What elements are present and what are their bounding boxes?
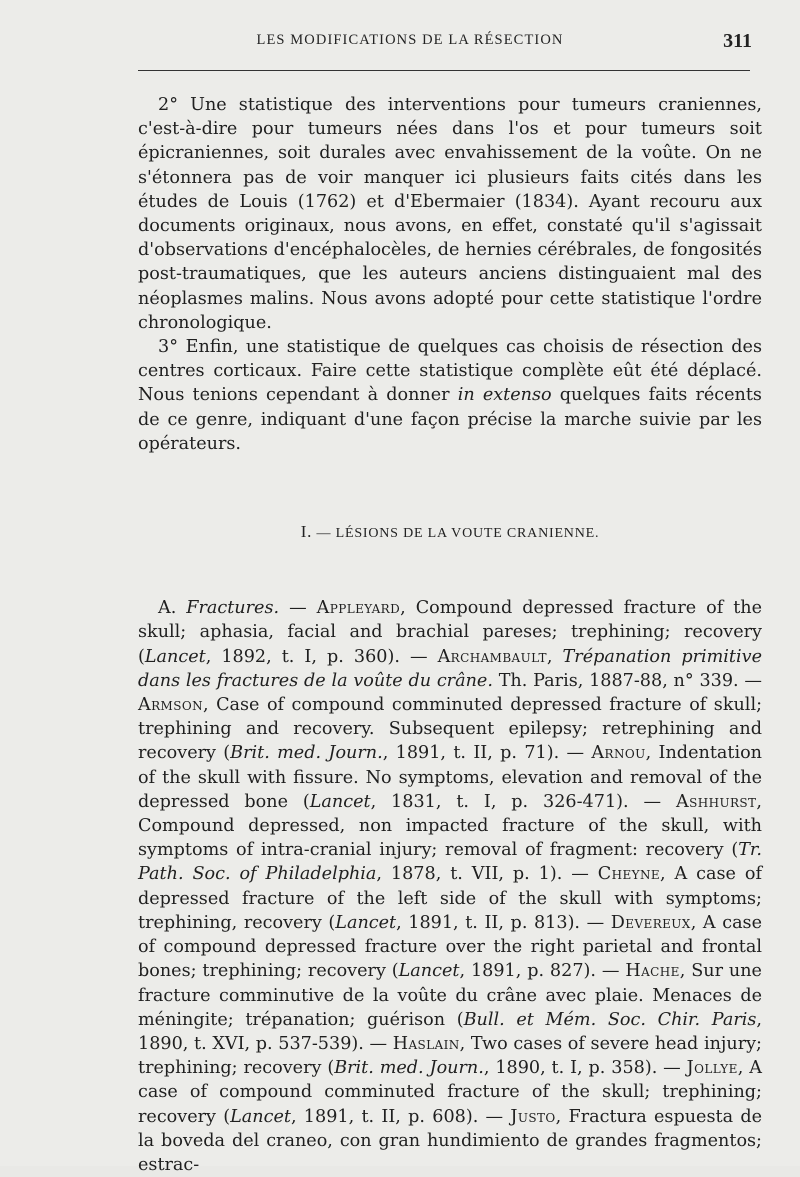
bib-author-haslain: Haslain	[392, 1033, 460, 1054]
bib-journal: Brit. med. Journ.	[230, 743, 383, 764]
paragraph-3-italic: in extenso	[457, 385, 552, 406]
bib-text: , Two cases of severe head injury; trephining; recovery (	[138, 1033, 762, 1079]
bibliography-paragraph	[138, 596, 762, 1177]
bib-author-hache: Hache	[625, 961, 680, 982]
bib-author-devereux: Devereux	[610, 912, 691, 933]
bib-journal: Bull. et Mém. Soc. Chir. Paris	[463, 1009, 757, 1030]
bib-text: , Compound depressed, non impacted fracture of the skull, with symptoms of intra-cranial injury; removal of fragment: recovery (	[138, 791, 763, 861]
section-title	[138, 520, 762, 546]
section-heading: LÉSIONS DE LA VOUTE CRANIENNE.	[335, 526, 600, 542]
bib-author-cheyne: Cheyne	[597, 864, 661, 885]
bib-author-armson: Armson	[138, 695, 203, 716]
bib-text: ,	[546, 646, 563, 667]
bib-text: , Sur une fracture comminutive de la voûte du crâne avec plaie. Menaces de méningite; trépanation; guérison (	[138, 961, 762, 1030]
bib-text: , Indentation of the skull with fissure. No symptoms, elevation and removal of the depressed bone (	[138, 743, 762, 812]
bib-text: , 1890, t. XVI, p. 537-539). —	[138, 1009, 762, 1054]
bib-text: , 1890, t. I, p. 358). —	[483, 1058, 687, 1079]
bib-sep: —	[279, 598, 317, 619]
bib-item-letter: A.	[158, 598, 187, 619]
bib-author-jollye: Jollye	[686, 1058, 738, 1079]
section-number: I.	[300, 522, 313, 542]
bib-text: , 1891, t. II, p. 608). —	[290, 1106, 511, 1127]
page-body	[138, 93, 762, 1177]
bib-text: , Case of compound comminuted depressed fracture of skull; trephining and recovery. Subsequent epilepsy; retrephining and recovery (	[138, 695, 762, 764]
paragraph-2	[138, 93, 762, 335]
bib-text: , 1891, t. II, p. 813). —	[396, 912, 611, 933]
bib-author-justo: Justo	[510, 1106, 556, 1127]
paragraph-3	[138, 335, 762, 456]
bib-text: , 1892, t. I, p. 360). —	[205, 646, 438, 667]
bib-text: Th. Paris, 1887-88, n° 339. —	[492, 670, 762, 691]
header-rule	[138, 70, 750, 71]
bib-journal: Lancet	[335, 912, 397, 933]
bib-journal: Lancet	[144, 646, 206, 667]
bib-text: , Fractura espuesta de la boveda del craneo, con gran hundimiento de grandes fragmentos; estrac-	[138, 1106, 762, 1175]
paragraph-3-text-b: quelques faits récents de ce genre, indiquant d'une façon précise la marche suivie par les opérateurs.	[138, 385, 762, 454]
bib-text: , 1891, p. 827). —	[459, 961, 626, 982]
bib-journal: Lancet	[309, 791, 371, 812]
bib-text: , 1831, t. I, p. 326-471). —	[370, 791, 676, 812]
bib-journal: Lancet	[230, 1106, 291, 1127]
paragraph-2-text: 2° Une statistique des interventions pour tumeurs craniennes, c'est-à-dire pour tumeurs nées dans l'os et pour tumeurs soit épicraniennes, soit durales avec envahissement de la voûte. On ne s'étonnera pas de voir manquer ici plusieurs faits cités dans les études de Louis (1762) et d'Ebermaier (1834). Ayant recouru aux documents originaux, nous avons, en effet, constaté qu'il s'agissait d'observations d'encéphalocèles, de hernies cérébrales, de fongosités post-traumatiques, que les auteurs anciens distinguaient mal des néoplasmes malins. Nous avons adopté pour cette statistique l'ordre chronologique.	[138, 95, 762, 333]
running-head: LES MODIFICATIONS DE LA RÉSECTION	[256, 32, 564, 48]
bib-journal: Tr. Path. Soc. of Philadelphia	[138, 840, 762, 885]
bib-heading-fractures: Fractures.	[186, 598, 280, 619]
bib-author-ashhurst: Ashhurst	[675, 791, 757, 812]
bib-text: , A case of compound depressed fracture over the right parietal and frontal bones; trephining; recovery (	[138, 912, 762, 982]
bib-title-italic: Trépanation primitive dans les fractures de la voûte du crâne.	[138, 646, 762, 691]
bib-text: , A case of depressed fracture of the left side of the skull with symptoms; trephining, recovery (	[138, 864, 762, 933]
section-dash: —	[312, 526, 336, 542]
page-header	[138, 30, 752, 54]
bib-author-arnou: Arnou	[591, 743, 646, 764]
bib-journal: Lancet	[398, 961, 460, 982]
paragraph-3-text-a: 3° Enfin, une statistique de quelques cas choisis de résection des centres corticaux. Faire cette statistique complète eût été déplacé. Nous tenions cependant à donner	[138, 337, 762, 406]
bib-text: , Compound depressed fracture of the skull; aphasia, facial and brachial pareses; trephining; recovery (	[138, 598, 763, 667]
bib-text: , 1891, t. II, p. 71). —	[382, 743, 592, 764]
bib-text: , 1878, t. VII, p. 1). —	[376, 864, 598, 885]
bib-text: , A case of compound comminuted fracture of the skull; trephining; recovery (	[138, 1058, 762, 1127]
bib-author-archambault: Archambault	[437, 646, 547, 667]
bib-journal: Brit. med. Journ.	[334, 1058, 484, 1079]
page-number: 311	[723, 30, 752, 52]
bib-author-appleyard: Appleyard	[316, 598, 401, 619]
